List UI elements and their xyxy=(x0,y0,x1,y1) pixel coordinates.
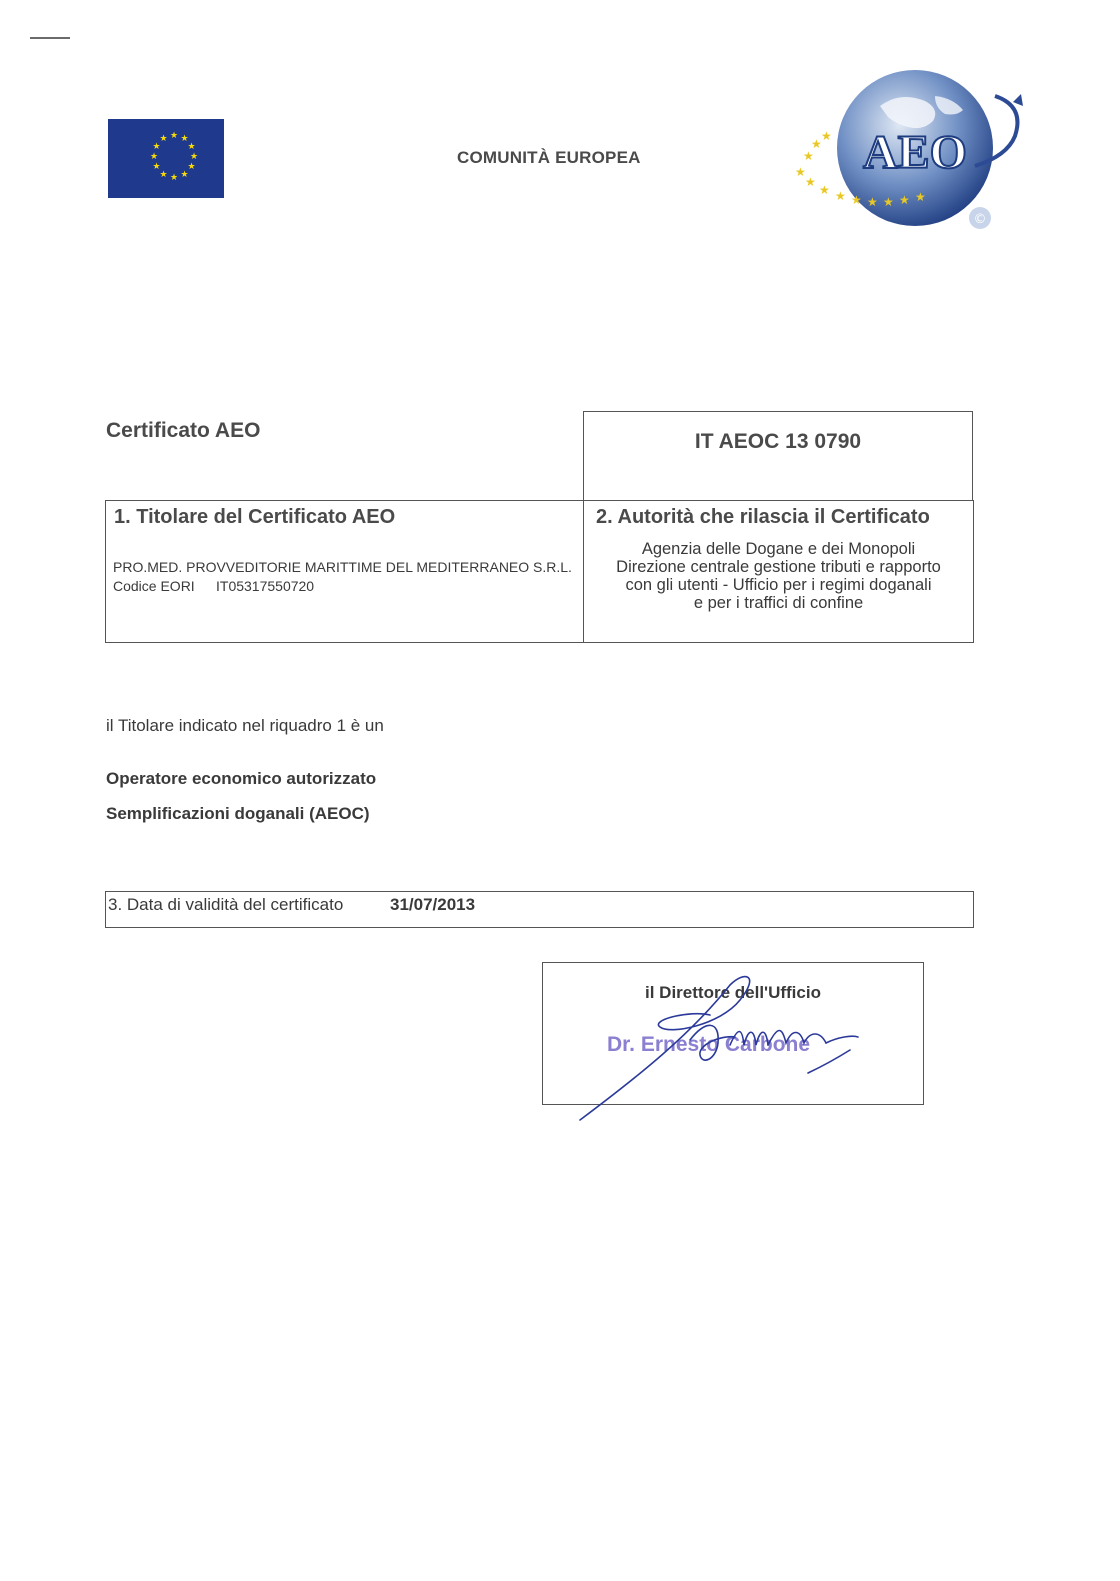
svg-text:★: ★ xyxy=(189,152,199,162)
svg-text:★: ★ xyxy=(180,134,189,144)
svg-text:★: ★ xyxy=(795,165,806,179)
svg-text:★: ★ xyxy=(805,175,816,189)
validity-label: 3. Data di validità del certificato xyxy=(108,895,344,914)
svg-text:★: ★ xyxy=(169,131,179,141)
authority-heading: 2. Autorità che rilascia il Certificato xyxy=(596,506,930,528)
signature-box xyxy=(542,962,924,1105)
certificate-number: IT AEOC 13 0790 xyxy=(694,430,862,453)
certificate-title: Certificato AEO xyxy=(106,419,261,442)
authority-line: Direzione centrale gestione tributi e rapporto xyxy=(616,558,941,576)
copyright-icon: © xyxy=(973,212,987,227)
community-title: COMUNITÀ EUROPEA xyxy=(457,148,641,167)
svg-text:★: ★ xyxy=(159,134,168,144)
svg-text:★: ★ xyxy=(187,142,196,152)
validity-date: 31/07/2013 xyxy=(390,895,476,914)
svg-text:★: ★ xyxy=(187,162,196,172)
svg-text:★: ★ xyxy=(821,129,832,143)
holder-statement: il Titolare indicato nel riquadro 1 è un xyxy=(106,716,384,735)
authority-line: e per i traffici di confine xyxy=(693,594,864,612)
holder-box xyxy=(105,500,584,643)
svg-text:★: ★ xyxy=(152,162,161,172)
holder-name: PRO.MED. PROVVEDITORIE MARITTIME DEL MEDITERRANEO S.R.L. xyxy=(113,559,572,575)
eori-label: Codice EORI xyxy=(113,578,195,594)
holder-heading: 1. Titolare del Certificato AEO xyxy=(114,506,396,528)
svg-text:★: ★ xyxy=(811,137,822,151)
authority-line: con gli utenti - Ufficio per i regimi doganali xyxy=(625,576,932,594)
svg-text:★: ★ xyxy=(851,193,862,207)
director-name-stamp: Dr. Ernesto Carbone xyxy=(607,1033,811,1056)
validity-box xyxy=(105,891,974,928)
director-role: il Direttore dell'Ufficio xyxy=(645,983,821,1002)
svg-text:★: ★ xyxy=(149,152,159,162)
aeo-logo-icon xyxy=(785,66,1035,236)
eori-value: IT05317550720 xyxy=(216,578,315,594)
svg-text:★: ★ xyxy=(899,193,910,207)
svg-text:★: ★ xyxy=(867,195,878,209)
svg-text:★: ★ xyxy=(835,189,846,203)
svg-text:★: ★ xyxy=(152,142,161,152)
authority-line: Agenzia delle Dogane e dei Monopoli xyxy=(641,540,916,558)
operator-subtype: Semplificazioni doganali (AEOC) xyxy=(106,804,370,823)
svg-text:★: ★ xyxy=(915,190,926,204)
svg-text:★: ★ xyxy=(169,173,179,183)
svg-text:★: ★ xyxy=(159,170,168,180)
svg-text:★: ★ xyxy=(883,195,894,209)
eori-row xyxy=(113,578,314,594)
authority-text xyxy=(584,540,973,612)
aeo-logo-text: AEO xyxy=(862,126,968,179)
certificate-number-box xyxy=(583,411,973,500)
svg-text:★: ★ xyxy=(819,183,830,197)
svg-text:★: ★ xyxy=(803,149,814,163)
eu-flag-icon xyxy=(108,119,224,198)
operator-type: Operatore economico autorizzato xyxy=(106,769,377,788)
scan-mark xyxy=(30,37,70,39)
authority-box xyxy=(583,500,974,643)
svg-text:★: ★ xyxy=(180,170,189,180)
